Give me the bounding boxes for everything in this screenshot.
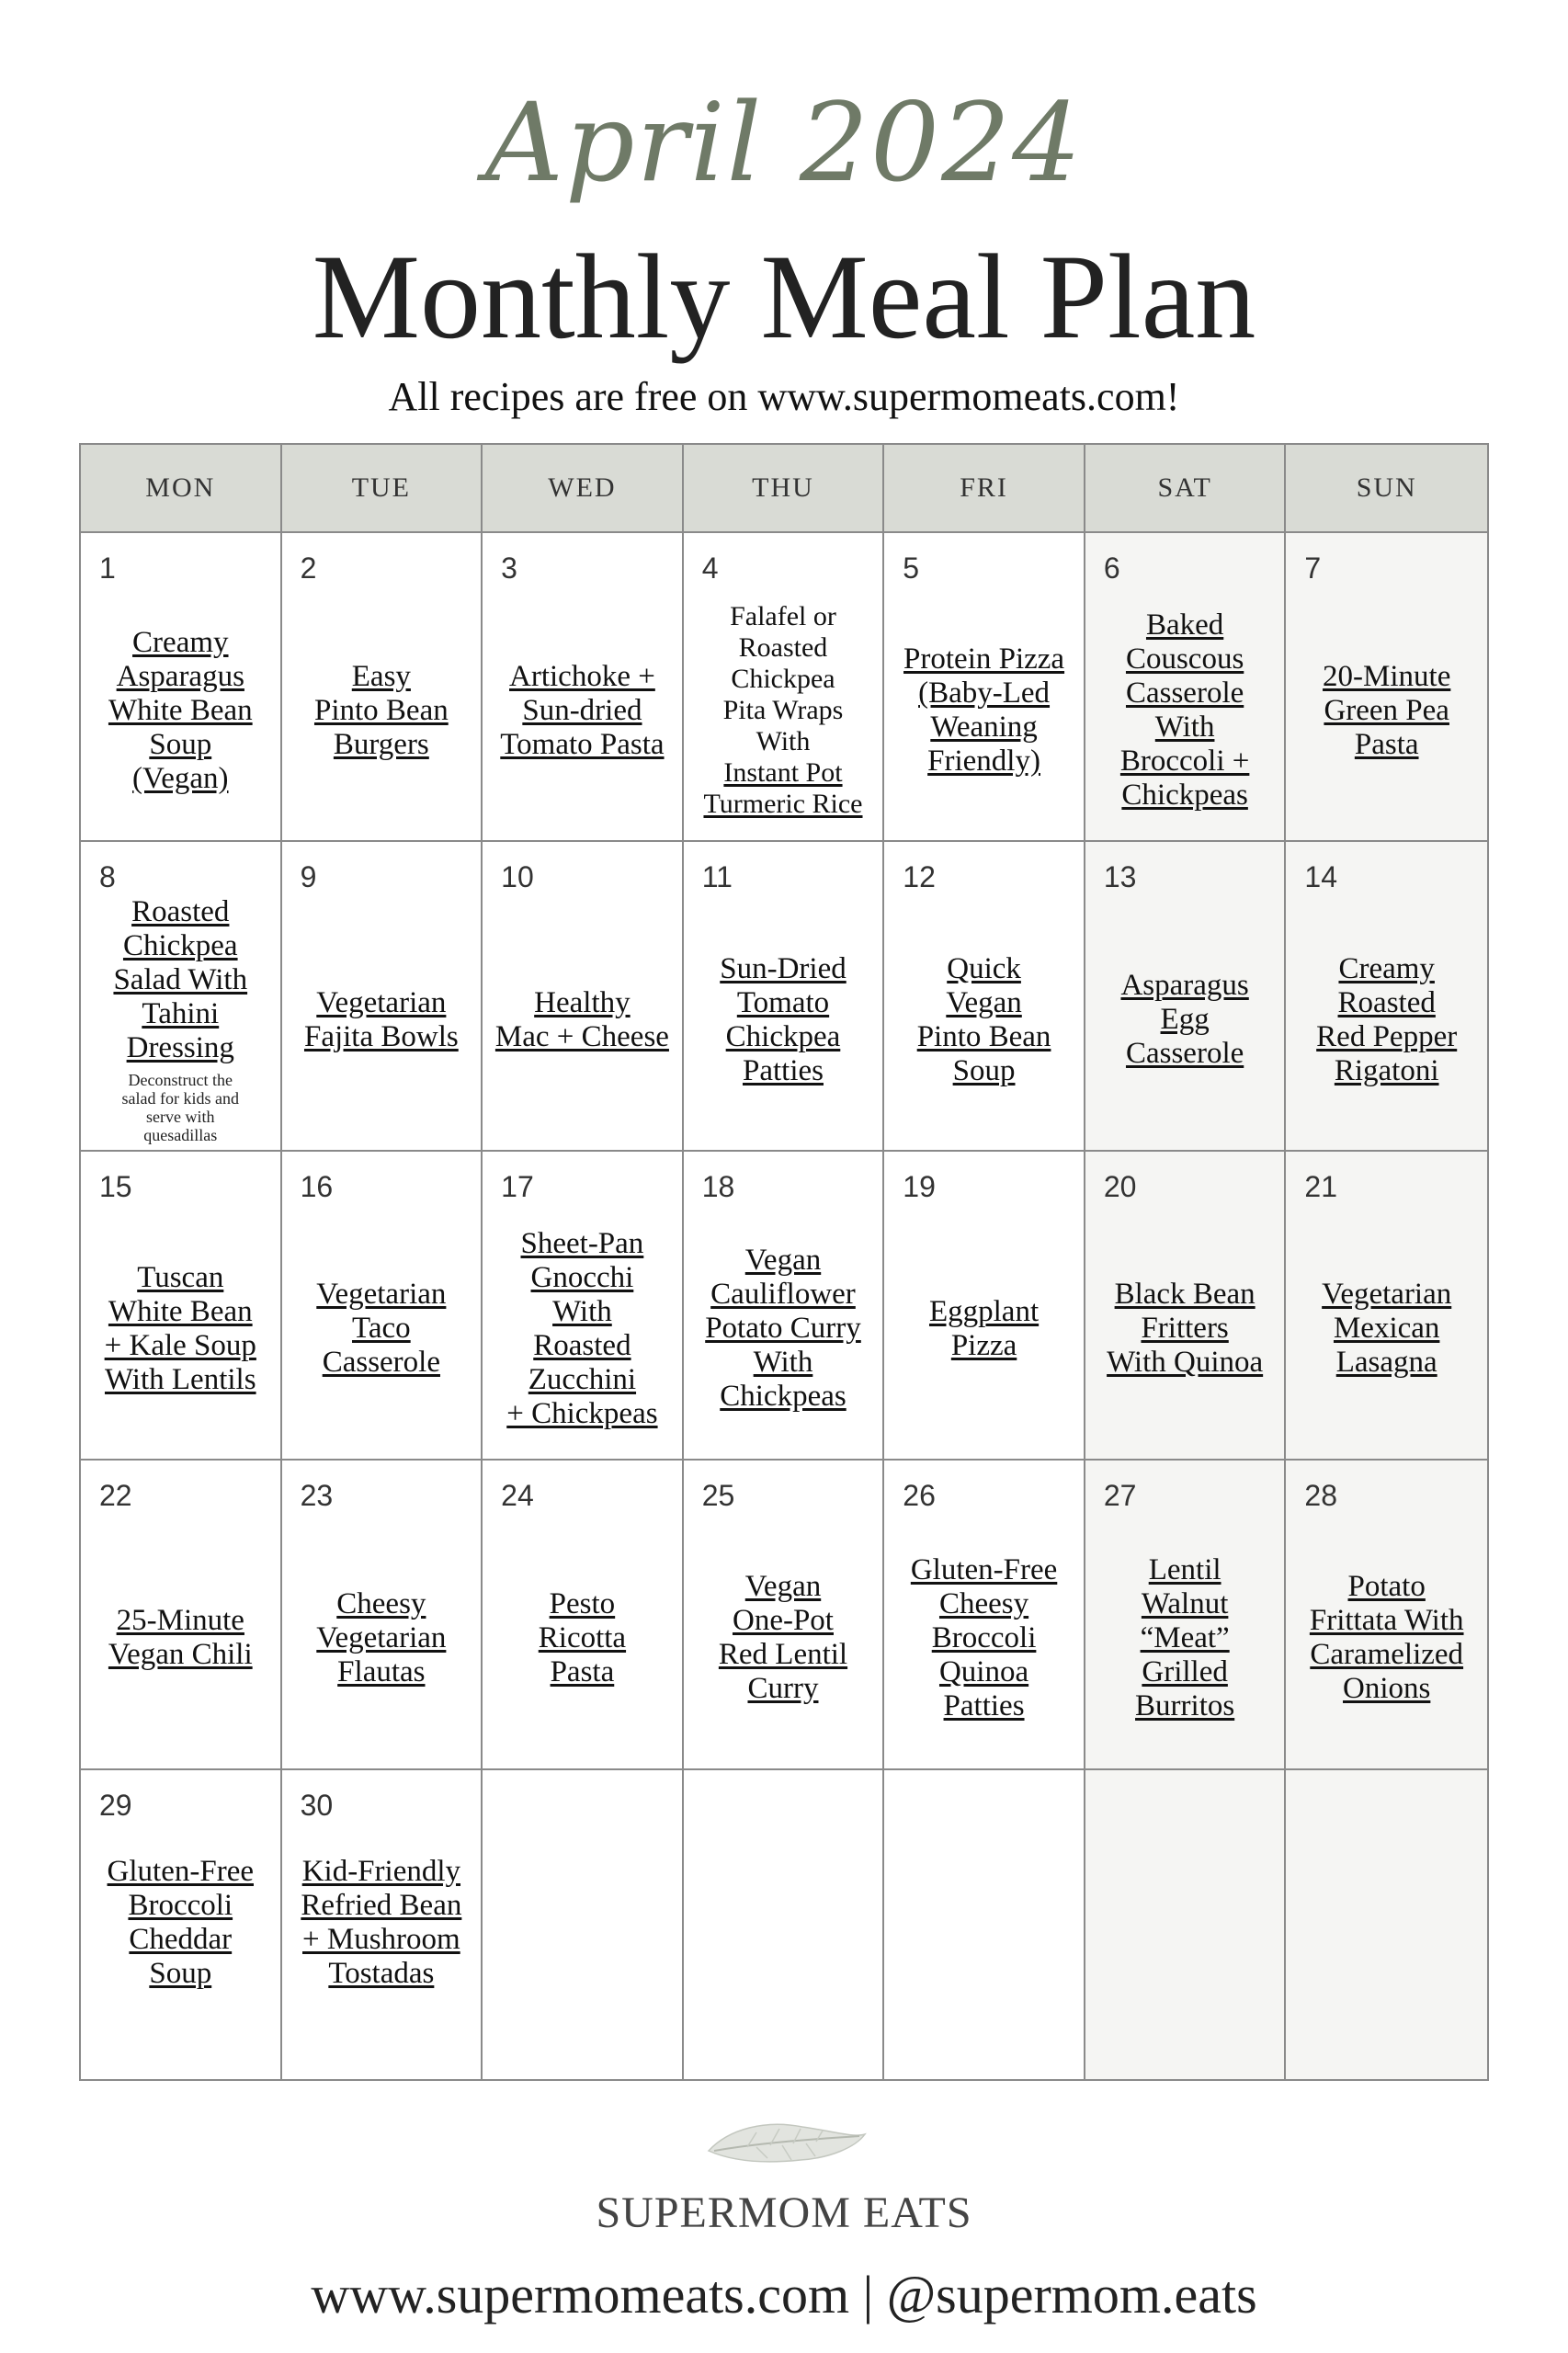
recipe-link[interactable] (314, 660, 449, 762)
recipe-line: + Kale Soup (104, 1328, 256, 1362)
recipe-line: Tuscan (137, 1260, 224, 1294)
day-cell (1286, 1152, 1487, 1461)
recipe-line: Pesto (549, 1586, 616, 1620)
day-cell (884, 533, 1085, 842)
recipe-line: Tahini (142, 997, 220, 1031)
day-cell (884, 842, 1085, 1151)
weekday-header: TUE (282, 445, 483, 533)
recipe-line: Flautas (337, 1654, 426, 1688)
recipe-line: Vegan Chili (108, 1638, 253, 1672)
day-number: 20 (1103, 1169, 1137, 1203)
recipe-link[interactable] (108, 1604, 253, 1672)
recipe-line: “Meat” (1140, 1620, 1230, 1654)
recipe-link[interactable] (719, 1570, 847, 1706)
recipe-line: (Vegan) (132, 761, 229, 795)
day-cell (684, 533, 885, 842)
recipe-line: Fritters (1141, 1312, 1229, 1346)
page-title: Monthly Meal Plan (312, 229, 1256, 364)
recipe-line: Roasted (533, 1328, 631, 1362)
recipe-link[interactable] (911, 1553, 1057, 1723)
recipe-line: Creamy (1338, 951, 1435, 985)
recipe-line: Mexican (1333, 1312, 1440, 1346)
recipe-line: Burritos (1135, 1688, 1235, 1722)
weekday-header: FRI (884, 445, 1085, 533)
brand-name: SUPERMOM EATS (596, 2188, 972, 2237)
weekday-header: THU (684, 445, 885, 533)
day-cell (1085, 533, 1287, 842)
day-cell (81, 1770, 282, 2079)
recipe-line: Soup (952, 1053, 1016, 1087)
recipe-line: Tomato (736, 985, 830, 1019)
recipe-line: Curry (747, 1672, 819, 1706)
recipe-link[interactable] (506, 1227, 657, 1431)
recipe-line: Patties (742, 1053, 824, 1087)
recipe-line: Lasagna (1335, 1346, 1437, 1380)
recipe-line: Vegetarian (1322, 1278, 1452, 1312)
recipe-line: With (1154, 710, 1215, 745)
recipe-line: Onions (1343, 1672, 1431, 1706)
recipe-link[interactable] (108, 1855, 254, 1991)
recipe-line: Easy (351, 659, 411, 693)
recipe-line: Tomato Pasta (500, 727, 665, 761)
recipe-line: Cheesy (938, 1586, 1029, 1620)
day-cell (282, 1770, 483, 2079)
day-cell (1286, 1461, 1487, 1769)
recipe-link[interactable] (1322, 1278, 1451, 1380)
recipe-line: Tostadas (328, 1956, 435, 1990)
recipe-line: Potato (1347, 1570, 1426, 1604)
day-number: 8 (99, 860, 116, 894)
recipe-line: Black Bean (1114, 1278, 1256, 1312)
recipe-line: Pasta (1354, 727, 1419, 761)
day-number: 14 (1304, 860, 1338, 894)
recipe-line: 20-Minute (1323, 659, 1451, 693)
recipe-line: Couscous (1125, 642, 1244, 676)
recipe-line: Casserole (1125, 676, 1244, 710)
page-subtitle: All recipes are free on www.supermomeats.com! (388, 374, 1180, 419)
weekday-header: SAT (1085, 445, 1287, 533)
day-number: 3 (501, 551, 517, 585)
recipe-link[interactable] (108, 626, 253, 796)
day-cell (684, 842, 885, 1151)
recipe-line: Vegan (744, 1244, 822, 1278)
recipe-line: Instant Pot (723, 757, 843, 789)
day-cell (1286, 842, 1487, 1151)
recipe-line: 25-Minute (116, 1604, 244, 1638)
recipe-line: Asparagus (116, 659, 244, 693)
day-number: 25 (701, 1479, 735, 1513)
recipe-line: Roasted (1337, 985, 1436, 1019)
day-number: 7 (1304, 551, 1322, 585)
day-number: 18 (701, 1169, 735, 1203)
recipe-line: Zucchini (528, 1362, 637, 1396)
recipe-line: Weaning (930, 710, 1038, 745)
recipe-line: Turmeric Rice (703, 789, 863, 820)
recipe-link[interactable] (1323, 660, 1450, 762)
recipe-link[interactable] (703, 601, 862, 820)
recipe-line: One-Pot (732, 1604, 834, 1638)
recipe-line: Pinto Bean (313, 693, 449, 727)
day-number: 26 (903, 1479, 936, 1513)
recipe-link[interactable] (304, 986, 459, 1054)
recipe-link[interactable] (301, 1855, 461, 1991)
day-number: 23 (300, 1479, 334, 1513)
recipe-line: Lentil (1148, 1552, 1221, 1586)
recipe-line: Chickpea (725, 1019, 841, 1053)
recipe-line: Broccoli (931, 1620, 1037, 1654)
month-title: April 2024 (484, 79, 1084, 206)
recipe-line: Caramelized (1310, 1638, 1464, 1672)
recipe-link[interactable] (113, 895, 247, 1065)
day-number: 19 (903, 1169, 936, 1203)
recipe-link[interactable] (1120, 608, 1250, 813)
day-cell (282, 533, 483, 842)
day-cell (81, 1461, 282, 1769)
day-cell (1085, 1461, 1287, 1769)
recipe-line: (Baby-Led (918, 676, 1051, 710)
day-number: 2 (300, 551, 317, 585)
day-cell (483, 842, 684, 1151)
day-cell (81, 1152, 282, 1461)
day-number: 5 (903, 551, 920, 585)
recipe-line: Cheesy (336, 1586, 426, 1620)
day-cell (483, 533, 684, 842)
day-cell (1286, 533, 1487, 842)
recipe-line: Gluten-Free (910, 1552, 1058, 1586)
recipe-line: Gnocchi (530, 1260, 634, 1294)
recipe-line: Taco (352, 1312, 411, 1346)
day-cell (282, 1461, 483, 1769)
recipe-line: + Chickpeas (506, 1396, 658, 1430)
day-cell (483, 1461, 684, 1769)
recipe-line: Pita Wraps (722, 695, 844, 726)
recipe-line: Casserole (1125, 1037, 1244, 1071)
day-cell (81, 533, 282, 842)
recipe-line: With Quinoa (1107, 1346, 1264, 1380)
recipe-line: Vegetarian (316, 1278, 447, 1312)
recipe-link[interactable] (1316, 952, 1457, 1088)
day-cell (684, 1461, 885, 1769)
recipe-line: Burgers (333, 727, 429, 761)
recipe-line: Refried Bean (301, 1888, 462, 1922)
recipe-link[interactable] (917, 952, 1051, 1088)
day-number: 15 (99, 1169, 132, 1203)
recipe-line: Fajita Bowls (303, 1019, 459, 1053)
recipe-line: Casserole (322, 1346, 440, 1380)
recipe-line: With Lentils (104, 1362, 256, 1396)
recipe-note: Deconstruct the salad for kids and serve with quesadillas (121, 1071, 240, 1145)
weekday-header: WED (483, 445, 684, 533)
recipe-line: Friendly) (927, 745, 1040, 779)
day-number: 21 (1304, 1169, 1338, 1203)
recipe-link[interactable] (105, 1261, 256, 1397)
recipe-line: Broccoli (128, 1888, 233, 1922)
day-number: 6 (1103, 551, 1120, 585)
recipe-link[interactable] (500, 660, 664, 762)
recipe-line: Rigatoni (1334, 1053, 1439, 1087)
recipe-line: Pinto Bean (916, 1019, 1051, 1053)
recipe-line: Grilled (1142, 1654, 1228, 1688)
recipe-line: Walnut (1141, 1586, 1229, 1620)
weekday-header: SUN (1286, 445, 1487, 533)
day-number: 17 (501, 1169, 534, 1203)
recipe-line: White Bean (108, 693, 253, 727)
recipe-line: Pizza (950, 1328, 1017, 1362)
recipe-line: Sheet-Pan (520, 1226, 644, 1260)
day-number: 28 (1304, 1479, 1338, 1513)
day-number: 29 (99, 1788, 132, 1822)
day-cell (483, 1152, 684, 1461)
recipe-line: Asparagus (1120, 969, 1249, 1003)
recipe-line: Sun-dried (522, 693, 642, 727)
recipe-line: Roasted (131, 895, 230, 929)
empty-day-cell (884, 1770, 1085, 2079)
recipe-line: Sun-Dried (720, 951, 846, 985)
recipe-line: With (753, 1346, 813, 1380)
recipe-line: Chickpea (731, 664, 835, 695)
recipe-line: Protein Pizza (903, 642, 1065, 676)
day-cell (282, 842, 483, 1151)
recipe-line: Red Lentil (718, 1638, 848, 1672)
recipe-line: Soup (149, 1956, 212, 1990)
day-number: 24 (501, 1479, 534, 1513)
recipe-line: Gluten-Free (107, 1854, 254, 1888)
recipe-line: Ricotta (538, 1620, 627, 1654)
recipe-link[interactable] (1310, 1570, 1464, 1706)
recipe-line: Potato Curry (705, 1312, 861, 1346)
recipe-line: Vegetarian (316, 1620, 447, 1654)
recipe-line: Vegetarian (316, 985, 447, 1019)
recipe-link[interactable] (1120, 969, 1248, 1071)
day-number: 10 (501, 860, 534, 894)
recipe-link[interactable] (1135, 1553, 1234, 1723)
recipe-link[interactable] (720, 952, 846, 1088)
recipe-line: Falafel or (730, 601, 836, 632)
recipe-line: Green Pea (1324, 693, 1449, 727)
day-number: 11 (701, 860, 733, 894)
recipe-line: Kid-Friendly (301, 1854, 461, 1888)
recipe-line: Chickpea (122, 929, 238, 963)
recipe-line: Broccoli + (1119, 745, 1250, 779)
day-cell (282, 1152, 483, 1461)
recipe-line: Baked (1145, 608, 1224, 642)
recipe-link[interactable] (316, 1587, 446, 1689)
day-number: 12 (903, 860, 936, 894)
recipe-line: Healthy (534, 985, 631, 1019)
day-number: 27 (1103, 1479, 1137, 1513)
recipe-line: Patties (943, 1688, 1025, 1722)
recipe-line: Mac + Cheese (494, 1019, 669, 1053)
day-cell (884, 1152, 1085, 1461)
recipe-line: Pasta (550, 1654, 615, 1688)
recipe-line: Quick (947, 951, 1021, 985)
day-number: 4 (701, 551, 719, 585)
recipe-line: + Mushroom (302, 1922, 460, 1956)
empty-day-cell (1286, 1770, 1487, 2079)
day-cell (1085, 842, 1287, 1151)
weekday-header: MON (81, 445, 282, 533)
day-cell (1085, 1152, 1287, 1461)
meal-plan-calendar (79, 443, 1489, 2081)
recipe-line: Salad With (113, 963, 248, 997)
day-number: 16 (300, 1169, 334, 1203)
recipe-line: Vegan (744, 1570, 822, 1604)
recipe-link[interactable] (903, 642, 1064, 779)
recipe-line: Eggplant (928, 1294, 1040, 1328)
day-cell (684, 1152, 885, 1461)
day-number: 9 (300, 860, 317, 894)
recipe-line: Quinoa (938, 1654, 1029, 1688)
recipe-line: Artichoke + (509, 659, 655, 693)
recipe-line: Soup (149, 727, 212, 761)
empty-day-cell (483, 1770, 684, 2079)
recipe-line: With (552, 1294, 612, 1328)
day-number: 22 (99, 1479, 132, 1513)
recipe-line: Chickpeas (1121, 779, 1248, 813)
recipe-line: Roasted (738, 632, 828, 664)
day-cell (884, 1461, 1085, 1769)
recipe-line: Dressing (126, 1031, 234, 1065)
recipe-link[interactable] (495, 986, 669, 1054)
recipe-line: Chickpeas (720, 1380, 846, 1414)
recipe-line: With (756, 726, 811, 757)
empty-day-cell (1085, 1770, 1287, 2079)
recipe-line: Cauliflower (710, 1278, 856, 1312)
recipe-line: Vegan (946, 985, 1022, 1019)
recipe-link[interactable] (539, 1587, 626, 1689)
empty-day-cell (684, 1770, 885, 2079)
day-number: 13 (1103, 860, 1137, 894)
recipe-link[interactable] (929, 1295, 1039, 1363)
footer-links: www.supermomeats.com | @supermom.eats (311, 2265, 1257, 2325)
recipe-link[interactable] (316, 1278, 446, 1380)
recipe-line: Creamy (132, 625, 229, 659)
day-number: 30 (300, 1788, 334, 1822)
day-cell (81, 842, 282, 1151)
recipe-line: Red Pepper (1316, 1019, 1458, 1053)
recipe-line: White Bean (108, 1294, 253, 1328)
recipe-link[interactable] (1107, 1278, 1263, 1380)
kale-leaf-icon (692, 2110, 876, 2175)
recipe-line: Cheddar (129, 1922, 233, 1956)
recipe-line: Egg (1160, 1003, 1210, 1037)
recipe-link[interactable] (705, 1244, 861, 1414)
day-number: 1 (99, 551, 116, 585)
recipe-line: Frittata With (1309, 1604, 1464, 1638)
